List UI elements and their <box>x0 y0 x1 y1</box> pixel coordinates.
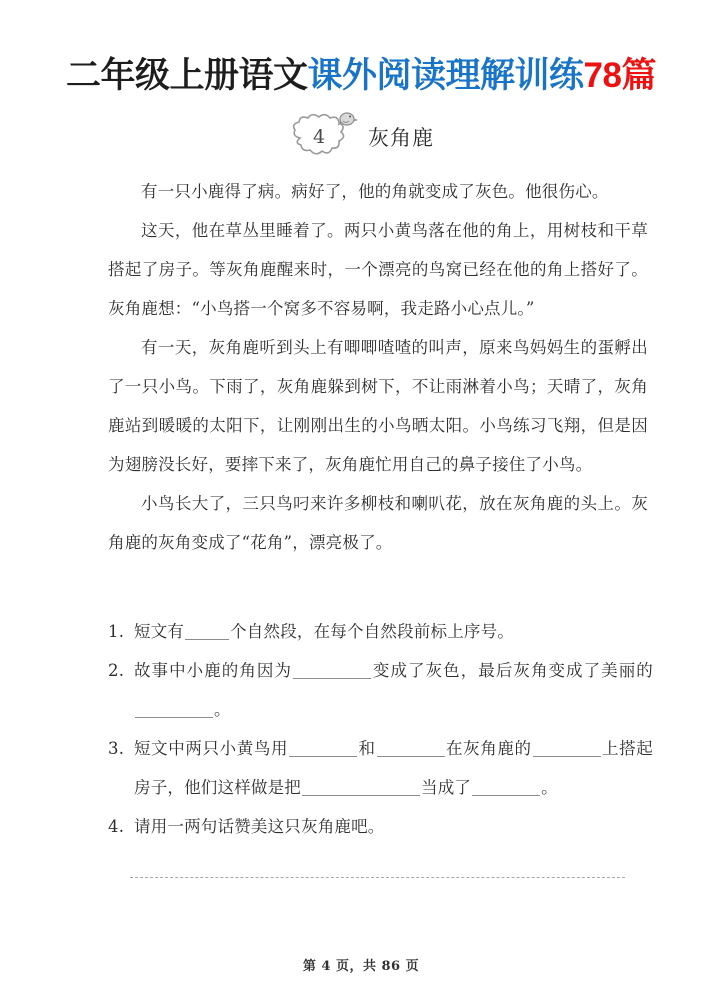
answer-writing-line[interactable] <box>130 877 625 878</box>
answer-blank[interactable] <box>472 778 540 796</box>
answer-blank[interactable] <box>135 700 213 718</box>
answer-blank[interactable] <box>533 739 601 757</box>
cloud-badge-icon <box>288 112 362 164</box>
question-text-3c: 在灰角鹿的 <box>445 739 532 758</box>
question-text-3b: 和 <box>358 739 376 758</box>
question-number-2: 2. <box>108 661 125 680</box>
question-text-2a: 故事中小鹿的角因为 <box>134 661 293 680</box>
answer-blank[interactable] <box>185 622 229 640</box>
lesson-title: 灰角鹿 <box>368 126 434 150</box>
answer-blank[interactable] <box>302 778 420 796</box>
question-text-1a: 短文有 <box>134 622 185 641</box>
passage-body <box>108 172 648 562</box>
question-number-4: 4. <box>108 817 125 836</box>
question-text-1b: 个自然段，在每个自然段前标上序号。 <box>230 622 515 641</box>
question-number-3: 3. <box>108 739 125 758</box>
question-text-4a: 请用一两句话赞美这只灰角鹿吧。 <box>134 817 385 836</box>
title-segment-subject: 课外阅读理解训练 <box>307 56 584 95</box>
title-segment-count: 78篇 <box>583 56 656 95</box>
question-number-1: 1. <box>108 622 125 641</box>
lesson-number: 4 <box>312 126 326 148</box>
answer-blank[interactable] <box>377 739 445 757</box>
passage-paragraph-2: 这天，他在草丛里睡着了。两只小黄鸟落在他的角上，用树枝和干草搭起了房子。等灰角鹿醒来时，一个漂亮的鸟窝已经在他的角上搭好了。灰角鹿想：“小鸟搭一个窝多不容易啊，我走路小心点儿。” <box>108 221 648 318</box>
passage-paragraph-1: 有一只小鹿得了病。病好了，他的角就变成了灰色。他很伤心。 <box>141 182 609 201</box>
question-text-2b: 变成了灰色，最后灰角变成了美丽的 <box>372 661 653 680</box>
question-item-2 <box>108 651 653 729</box>
question-item-4 <box>108 807 653 846</box>
question-item-1 <box>108 612 653 651</box>
answer-blank[interactable] <box>293 661 371 679</box>
question-text-2c: 。 <box>214 700 231 719</box>
question-text-3e: 当成了 <box>421 778 472 797</box>
passage-paragraph-3: 有一天，灰角鹿听到头上有唧唧喳喳的叫声，原来鸟妈妈生的蛋孵出了一只小鸟。下雨了，灰角鹿躲到树下，不让雨淋着小鸟；天晴了，灰角鹿站到暖暖的太阳下，让刚刚出生的小鸟晒太阳。小鸟练习飞翔，但是因为翅膀没长好，要摔下来了，灰角鹿忙用自己的鼻子接住了小鸟。 <box>108 338 648 474</box>
page-title <box>66 54 666 98</box>
passage-paragraph-4: 小鸟长大了，三只鸟叼来许多柳枝和喇叭花，放在灰角鹿的头上。灰角鹿的灰角变成了“花角”，漂亮极了。 <box>108 494 648 552</box>
lesson-heading <box>0 110 722 166</box>
question-text-3a: 短文中两只小黄鸟用 <box>134 739 289 758</box>
title-segment-grade: 二年级上册语文 <box>66 56 308 95</box>
question-item-3 <box>108 729 653 807</box>
questions-list <box>108 612 653 846</box>
answer-blank[interactable] <box>289 739 357 757</box>
question-text-3d: 上搭起房子，他们这样做是把 <box>134 739 653 797</box>
question-text-3f: 。 <box>541 778 558 797</box>
page-footer: 第 4 页，共 86 页 <box>302 959 420 974</box>
